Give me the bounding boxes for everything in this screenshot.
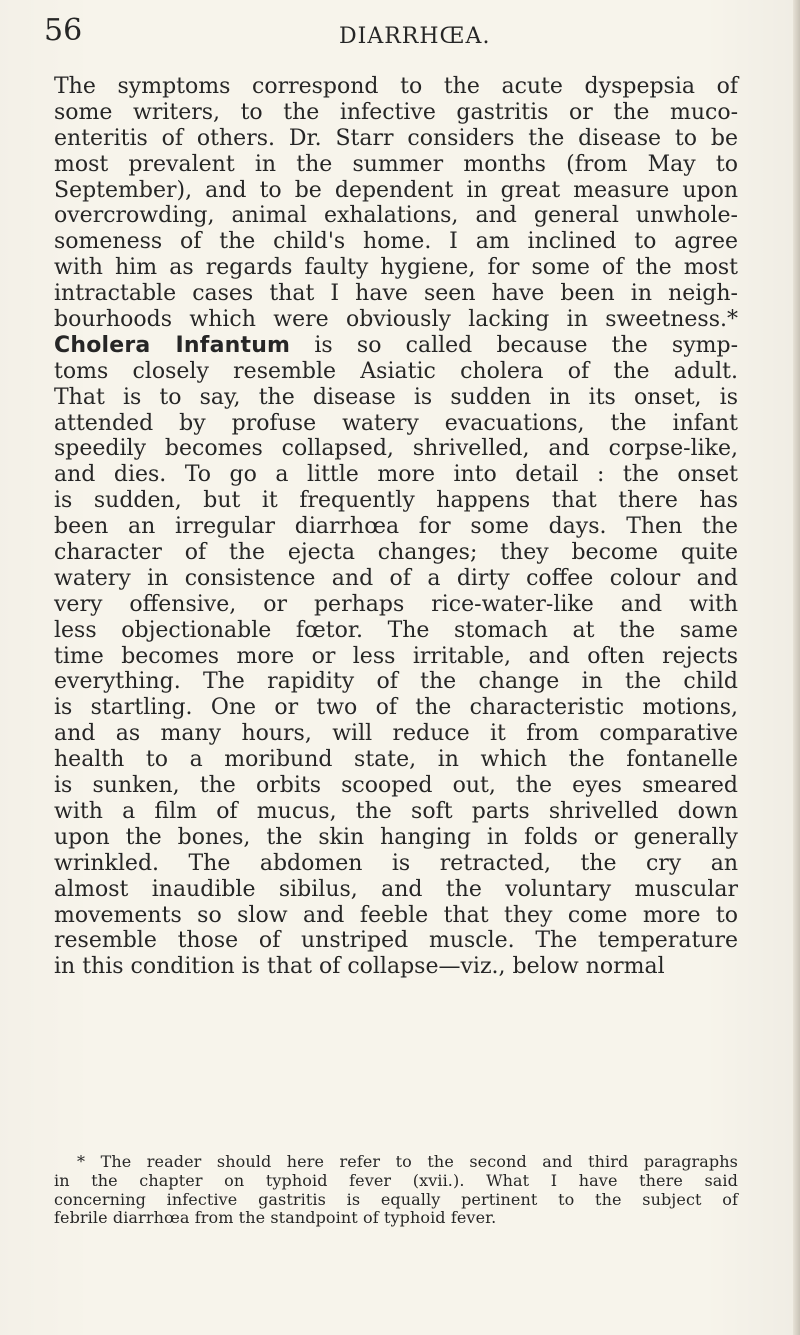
main-text-lines [54, 74, 738, 980]
main-text-block [54, 74, 738, 980]
main-text-line: upon the bones, the skin hanging in folds or generally [54, 824, 738, 850]
main-text-line: September), and to be dependent in great measure upon [54, 177, 738, 203]
main-text-line: intractable cases that I have seen have been in neigh- [54, 281, 738, 307]
main-text-line: That is to say, the disease is sudden in its onset, is [54, 384, 738, 410]
main-text-line: watery in consistence and of a dirty coffee colour and [54, 565, 738, 591]
main-text-line: The symptoms correspond to the acute dyspepsia of [54, 74, 738, 99]
main-text-line: time becomes more or less irritable, and often rejects [54, 643, 738, 669]
footnote-line: concerning infective gastritis is equally pertinent to the subject of [54, 1189, 738, 1209]
footnote-line: in the chapter on typhoid fever (xvii.). What I have there said [54, 1170, 738, 1190]
main-text-line: some writers, to the infective gastritis or the muco- [54, 99, 738, 125]
section-heading: Cholera Infantum [54, 332, 291, 358]
page-header [44, 14, 744, 54]
main-text-line: overcrowding, animal exhalations, and general unwhole- [54, 203, 738, 229]
main-text-line: with him as regards faulty hygiene, for some of the most [54, 255, 738, 281]
main-text-line: and dies. To go a little more into detail : the onset [54, 462, 738, 488]
main-text-line: attended by profuse watery evacuations, the infant [54, 410, 738, 436]
main-text-line: health to a moribund state, in which the fontanelle [54, 747, 738, 773]
main-text-line: in this condition is that of collapse—viz., below normal [54, 954, 665, 980]
page-number: 56 [44, 13, 83, 48]
main-text-line: resemble those of unstriped muscle. The temperature [54, 928, 738, 954]
main-text-line: is sudden, but it frequently happens that there has [54, 488, 738, 514]
main-text-line: everything. The rapidity of the change in the child [54, 669, 738, 695]
main-text-line: is sunken, the orbits scooped out, the eyes smeared [54, 773, 738, 799]
footnote-line: * The reader should here refer to the second and third paragraphs [77, 1152, 738, 1171]
running-title: DIARRHŒA. [339, 24, 491, 49]
main-text-line: is startling. One or two of the characteristic motions, [54, 695, 738, 721]
main-text-line: almost inaudible sibilus, and the voluntary muscular [54, 876, 738, 902]
main-text-line: wrinkled. The abdomen is retracted, the cry an [54, 850, 738, 876]
main-text-line: toms closely resemble Asiatic cholera of the adult. [54, 358, 738, 384]
main-text-line: with a film of mucus, the soft parts shrivelled down [54, 798, 738, 824]
main-text-line: character of the ejecta changes; they become quite [54, 540, 738, 566]
section-heading-continuation: is so called because the symp- [290, 332, 739, 358]
main-text-line: and as many hours, will reduce it from comparative [54, 721, 738, 747]
section-heading-line [54, 333, 738, 359]
main-text-line: enteritis of others. Dr. Starr considers the disease to be [54, 125, 738, 151]
main-text-line: very offensive, or perhaps rice-water-like and with [54, 591, 738, 617]
main-text-line: bourhoods which were obviously lacking in sweetness.* [54, 307, 738, 333]
main-text-line: speedily becomes collapsed, shrivelled, and corpse-like, [54, 436, 738, 462]
footnote-line: febrile diarrhœa from the standpoint of typhoid fever. [54, 1208, 497, 1228]
footnote-lines [54, 1153, 738, 1228]
main-text-line: most prevalent in the summer months (from May to [54, 151, 738, 177]
main-text-line: someness of the child's home. I am inclined to agree [54, 229, 738, 255]
footnote [54, 1153, 738, 1228]
main-text-line: less objectionable fœtor. The stomach at the same [54, 617, 738, 643]
main-text-line: been an irregular diarrhœa for some days. Then the [54, 514, 738, 540]
main-text-line: movements so slow and feeble that they come more to [54, 902, 738, 928]
